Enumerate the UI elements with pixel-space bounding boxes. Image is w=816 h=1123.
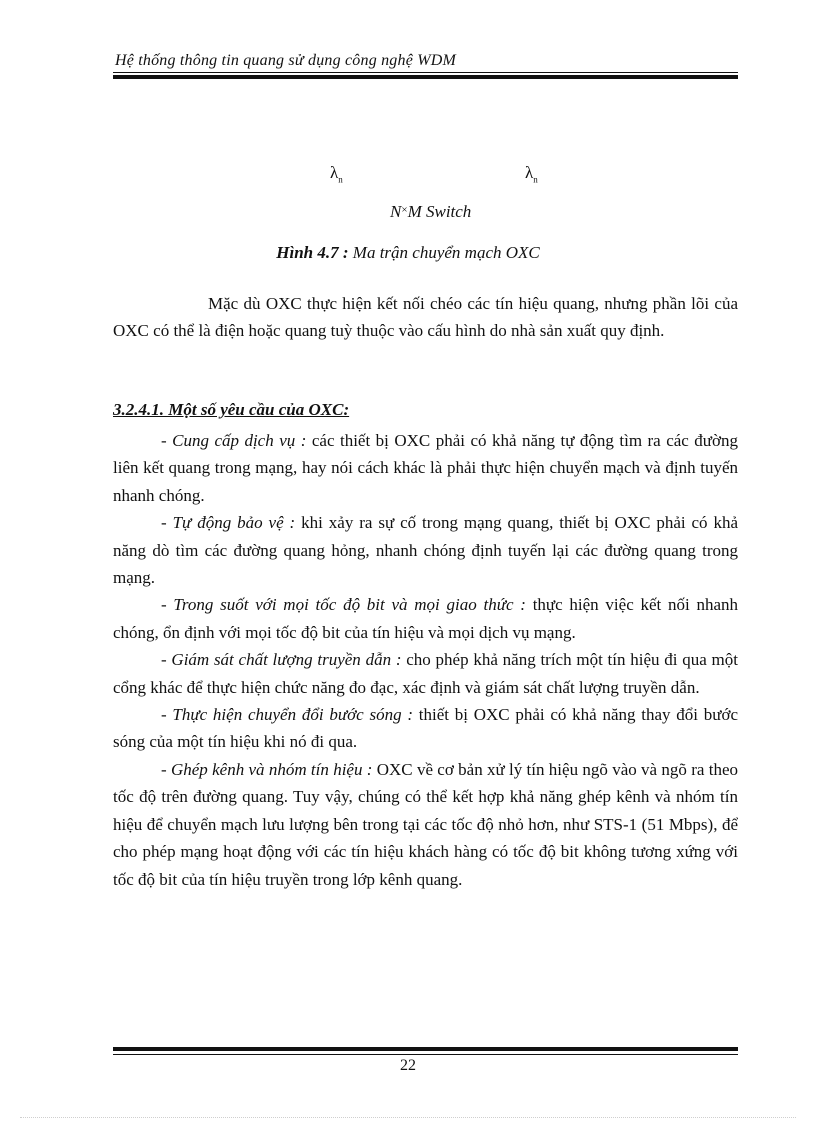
- times-symbol: ×: [401, 204, 408, 216]
- page-bottom-dotted-line: [20, 1117, 796, 1118]
- lambda-symbol: λ: [525, 163, 534, 182]
- requirement-text: cho phép khả năng trích một tín hiệu đi qua một cổng khác để thực hiện chức năng đo đạc, xác định và giám sát chất lượng truyền dẫn.: [113, 650, 738, 697]
- requirement-term: - Trong suốt với mọi tốc độ bit và mọi giao thức :: [161, 595, 526, 615]
- lambda-symbol: λ: [330, 163, 339, 182]
- switch-n: N: [390, 202, 402, 221]
- lambda-subscript: n: [338, 174, 343, 185]
- footer-rule-thick: [113, 1047, 738, 1051]
- lambda-subscript: n: [533, 174, 538, 185]
- page-number: 22: [400, 1057, 416, 1074]
- requirement-item: [113, 756, 738, 893]
- requirement-item: [113, 646, 738, 701]
- requirement-term: - Cung cấp dịch vụ :: [161, 431, 307, 450]
- requirement-term: - Tự động bảo vệ :: [161, 513, 296, 533]
- requirement-text: thực hiện việc kết nối nhanh chóng, ổn định với mọi tốc độ bit của tín hiệu và mọi dịch vụ mạng.: [113, 595, 739, 642]
- requirement-term: - Thực hiện chuyển đổi bước sóng :: [161, 705, 413, 725]
- requirement-term: - Giám sát chất lượng truyền dẫn :: [161, 650, 402, 670]
- requirement-item: [113, 427, 738, 509]
- figure-caption-text: Ma trận chuyển mạch OXC: [352, 243, 540, 262]
- switch-rest: M Switch: [407, 202, 472, 221]
- requirement-term: - Ghép kênh và nhóm tín hiệu :: [161, 759, 373, 779]
- requirement-text: các thiết bị OXC phải có khả năng tự động tìm ra các đường liên kết quang trong mạng, hay nói cách khác là phải thực hiện chuyển mạch và định tuyến nhanh chóng.: [113, 431, 738, 505]
- figure-lambda-output: [525, 163, 538, 184]
- figure-lambda-input: [330, 163, 343, 184]
- requirement-item: [113, 701, 738, 756]
- intro-paragraph: Mặc dù OXC thực hiện kết nối chéo các tín hiệu quang, nhưng phần lõi của OXC có thể là điện hoặc quang tuỳ thuộc vào cấu hình do nhà sản xuất quy định.: [113, 294, 738, 341]
- requirement-text: thiết bị OXC phải có khả năng thay đổi bước sóng của một tín hiệu khi nó đi qua.: [113, 705, 739, 752]
- figure-number: Hình 4.7 :: [276, 243, 349, 262]
- running-header: Hệ thống thông tin quang sử dụng công nghệ WDM: [115, 52, 457, 69]
- header-rule-thick: [113, 75, 738, 79]
- requirement-item: [113, 509, 738, 591]
- footer-rule-thin: [113, 1054, 738, 1055]
- requirement-item: [113, 591, 738, 646]
- requirement-text: khi xảy ra sự cố trong mạng quang, thiết bị OXC phải có khả năng dò tìm các đường quang hỏng, nhanh chóng định tuyến lại các đường quang trong mạng.: [113, 513, 739, 588]
- switch-label: [390, 202, 471, 222]
- requirements-list: [113, 427, 738, 893]
- header-rule-thin: [113, 72, 738, 73]
- section-heading: 3.2.4.1. Một số yêu cầu của OXC:: [113, 400, 350, 419]
- figure-caption: [0, 243, 816, 263]
- requirement-text: OXC về cơ bản xử lý tín hiệu ngõ vào và ngõ ra theo tốc độ trên đường quang. Tuy vậy, chúng có thể kết hợp khả năng ghép kênh và nhóm tín hiệu để chuyển mạch lưu lượng bên trong tại các tốc độ nhỏ hơn, như STS-1 (51 Mbps), để cho phép mạng hoạt động với các tín hiệu khách hàng có tốc độ bit không tương xứng với tốc độ bit của tín hiệu truyền trong lớp kênh quang.: [113, 759, 738, 889]
